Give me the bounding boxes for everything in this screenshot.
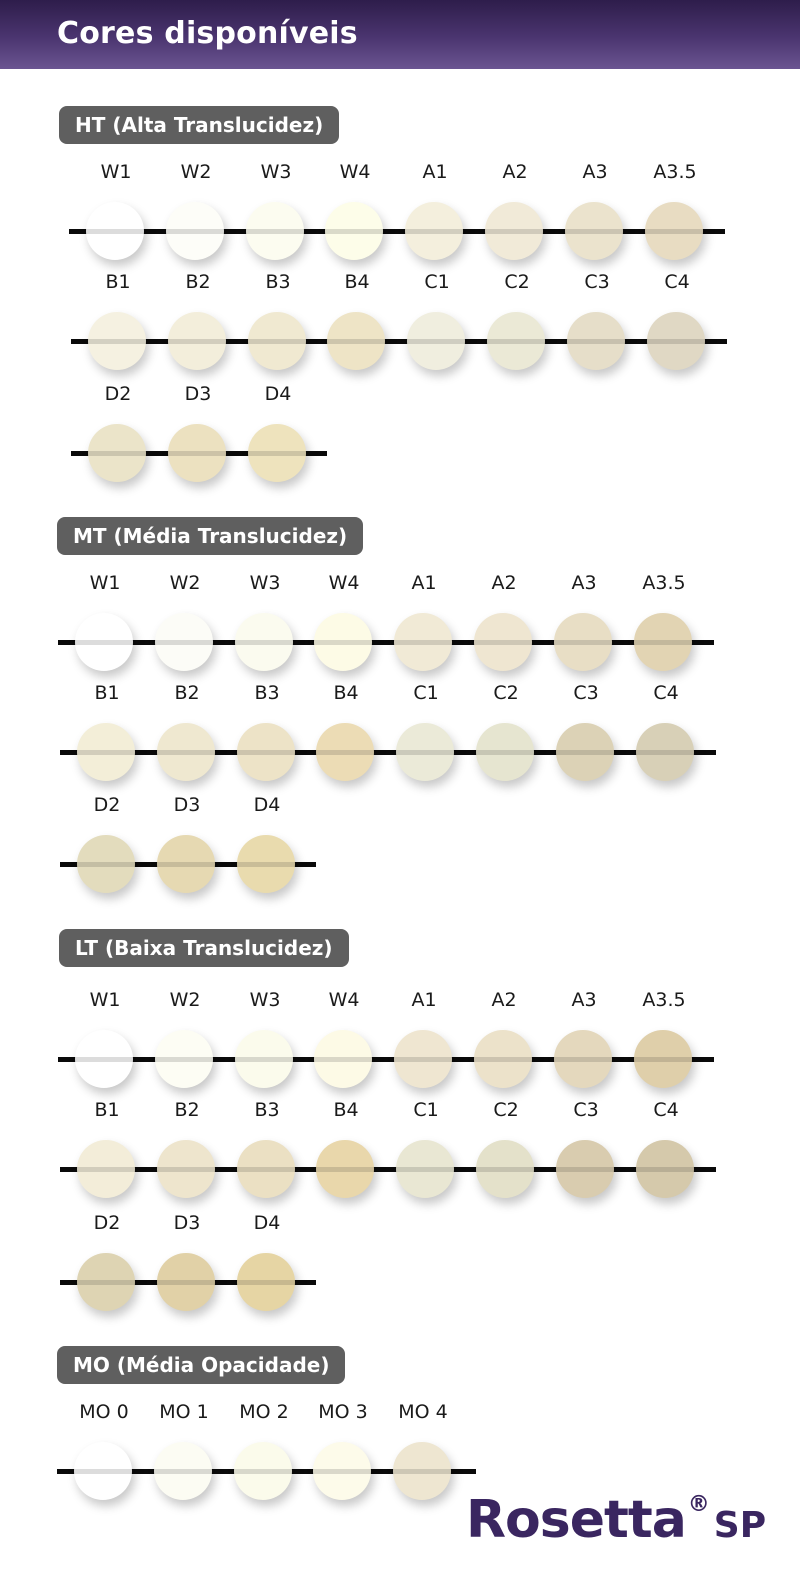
shade-item xyxy=(567,271,627,371)
shade-code: C2 xyxy=(493,1099,519,1121)
shade-row xyxy=(0,682,800,782)
shade-swatch xyxy=(246,202,304,260)
shade-item xyxy=(157,682,217,782)
shade-code: A1 xyxy=(422,161,448,183)
shade-item xyxy=(157,1212,217,1312)
shade-swatch xyxy=(237,1140,295,1198)
shade-code: MO 2 xyxy=(239,1401,289,1423)
shade-swatch xyxy=(86,202,144,260)
shade-swatch xyxy=(88,424,146,482)
shade-swatch xyxy=(237,723,295,781)
logo-suffix-text: SP xyxy=(713,1505,767,1546)
shade-code: A3.5 xyxy=(642,989,686,1011)
shade-item xyxy=(234,1401,294,1501)
shade-code: C3 xyxy=(573,1099,599,1121)
shade-swatch xyxy=(77,723,135,781)
shade-code: C2 xyxy=(504,271,530,293)
shade-item xyxy=(155,989,215,1089)
shade-item xyxy=(327,271,387,371)
shade-item xyxy=(237,1212,297,1312)
shade-swatch xyxy=(157,1253,215,1311)
shade-item xyxy=(168,383,228,483)
shade-code: W1 xyxy=(89,989,121,1011)
shade-code: MO 1 xyxy=(159,1401,209,1423)
shade-swatch xyxy=(565,202,623,260)
shade-swatch xyxy=(396,723,454,781)
shade-item xyxy=(394,572,454,672)
shade-swatch xyxy=(474,1030,532,1088)
shade-code: A2 xyxy=(491,989,517,1011)
shade-item xyxy=(88,271,148,371)
shade-swatch xyxy=(556,723,614,781)
shade-swatch xyxy=(474,613,532,671)
shade-item xyxy=(405,161,465,261)
shade-swatch xyxy=(155,613,213,671)
shade-swatch xyxy=(407,312,465,370)
shade-item xyxy=(476,682,536,782)
shade-swatch xyxy=(476,1140,534,1198)
shade-code: B4 xyxy=(333,682,359,704)
shade-code: W2 xyxy=(180,161,212,183)
shade-code: MO 3 xyxy=(318,1401,368,1423)
shade-item xyxy=(75,989,135,1089)
shade-item xyxy=(155,572,215,672)
shade-code: A1 xyxy=(411,989,437,1011)
shade-swatch xyxy=(567,312,625,370)
shade-swatch xyxy=(316,1140,374,1198)
shade-code: C4 xyxy=(653,1099,679,1121)
shade-item xyxy=(248,271,308,371)
shade-item xyxy=(235,989,295,1089)
shade-item xyxy=(316,682,376,782)
shade-row xyxy=(0,1401,800,1501)
shade-item xyxy=(235,572,295,672)
shade-code: B4 xyxy=(344,271,370,293)
shade-code: D2 xyxy=(93,1212,121,1234)
shade-code: C4 xyxy=(653,682,679,704)
shade-item xyxy=(316,1099,376,1199)
shade-swatch xyxy=(556,1140,614,1198)
shade-code: W1 xyxy=(89,572,121,594)
shade-item xyxy=(314,572,374,672)
shade-row xyxy=(0,989,800,1089)
shade-code: C3 xyxy=(573,682,599,704)
shade-item xyxy=(474,989,534,1089)
shade-swatch xyxy=(485,202,543,260)
shade-item xyxy=(554,572,614,672)
shade-swatch xyxy=(327,312,385,370)
shade-code: W2 xyxy=(169,572,201,594)
shade-item xyxy=(476,1099,536,1199)
shade-swatch xyxy=(168,424,226,482)
shade-swatch xyxy=(88,312,146,370)
shade-item xyxy=(77,682,137,782)
shade-item xyxy=(166,161,226,261)
shade-item xyxy=(86,161,146,261)
shade-code: W2 xyxy=(169,989,201,1011)
shade-item xyxy=(237,1099,297,1199)
shade-swatch xyxy=(313,1442,371,1500)
shade-swatch xyxy=(394,613,452,671)
shade-swatch xyxy=(77,1140,135,1198)
shade-item xyxy=(636,1099,696,1199)
shade-code: W3 xyxy=(249,572,281,594)
shade-swatch xyxy=(157,835,215,893)
shade-swatch xyxy=(77,1253,135,1311)
shade-item xyxy=(74,1401,134,1501)
shade-swatch xyxy=(554,1030,612,1088)
shade-code: D2 xyxy=(93,794,121,816)
shade-code: A3 xyxy=(571,989,597,1011)
shade-row xyxy=(0,572,800,672)
shade-code: B3 xyxy=(254,682,280,704)
shade-code: W3 xyxy=(260,161,292,183)
shade-item xyxy=(554,989,614,1089)
shade-code: W4 xyxy=(328,572,360,594)
shade-swatch xyxy=(75,613,133,671)
shade-code: A3.5 xyxy=(642,572,686,594)
shade-swatch xyxy=(237,835,295,893)
shade-code: B3 xyxy=(265,271,291,293)
shade-swatch xyxy=(316,723,374,781)
shade-swatch xyxy=(157,1140,215,1198)
shade-item xyxy=(157,794,217,894)
shade-code: D4 xyxy=(253,1212,281,1234)
shade-item xyxy=(75,572,135,672)
page-title: Cores disponíveis xyxy=(57,16,358,51)
shade-code: B1 xyxy=(105,271,131,293)
shade-code: C2 xyxy=(493,682,519,704)
shade-item xyxy=(325,161,385,261)
shade-code: W4 xyxy=(339,161,371,183)
shade-row xyxy=(0,383,800,483)
shade-code: B4 xyxy=(333,1099,359,1121)
shade-item xyxy=(157,1099,217,1199)
shade-swatch xyxy=(394,1030,452,1088)
shade-swatch xyxy=(314,1030,372,1088)
shade-code: MO 4 xyxy=(398,1401,448,1423)
shade-item xyxy=(313,1401,373,1501)
shade-row xyxy=(0,161,800,261)
shade-item xyxy=(396,682,456,782)
shade-row xyxy=(0,1099,800,1199)
section-label: MO (Média Opacidade) xyxy=(57,1346,345,1384)
rosetta-sp-logo xyxy=(466,1488,766,1558)
shade-item xyxy=(393,1401,453,1501)
shade-item xyxy=(237,794,297,894)
shade-swatch xyxy=(405,202,463,260)
shade-code: B2 xyxy=(174,682,200,704)
shade-code: C1 xyxy=(413,1099,439,1121)
shade-swatch xyxy=(74,1442,132,1500)
shade-code: B1 xyxy=(94,682,120,704)
shade-code: W3 xyxy=(249,989,281,1011)
shade-row xyxy=(0,271,800,371)
shade-code: MO 0 xyxy=(79,1401,129,1423)
shade-item xyxy=(634,989,694,1089)
section-label: HT (Alta Translucidez) xyxy=(59,106,339,144)
shade-code: W1 xyxy=(100,161,132,183)
section-label: LT (Baixa Translucidez) xyxy=(59,929,349,967)
shade-code: B2 xyxy=(174,1099,200,1121)
shade-item xyxy=(556,1099,616,1199)
shade-code: A1 xyxy=(411,572,437,594)
shade-swatch xyxy=(476,723,534,781)
shade-item xyxy=(636,682,696,782)
shade-item xyxy=(396,1099,456,1199)
shade-item xyxy=(77,794,137,894)
shade-swatch xyxy=(166,202,224,260)
shade-swatch xyxy=(248,424,306,482)
shade-code: B1 xyxy=(94,1099,120,1121)
shade-swatch xyxy=(168,312,226,370)
shade-swatch xyxy=(237,1253,295,1311)
shade-swatch xyxy=(248,312,306,370)
header-banner xyxy=(0,0,800,69)
shade-item xyxy=(154,1401,214,1501)
shade-swatch xyxy=(645,202,703,260)
shade-swatch xyxy=(554,613,612,671)
shade-code: A3 xyxy=(582,161,608,183)
registered-mark: ® xyxy=(687,1492,710,1517)
shade-item xyxy=(645,161,705,261)
shade-code: A3.5 xyxy=(653,161,697,183)
shade-item xyxy=(565,161,625,261)
shade-swatch xyxy=(75,1030,133,1088)
shade-code: A2 xyxy=(491,572,517,594)
shade-item xyxy=(487,271,547,371)
shade-code: C3 xyxy=(584,271,610,293)
shade-swatch xyxy=(154,1442,212,1500)
shade-swatch xyxy=(325,202,383,260)
shade-item xyxy=(634,572,694,672)
shade-swatch xyxy=(636,723,694,781)
shade-item xyxy=(314,989,374,1089)
shade-code: B3 xyxy=(254,1099,280,1121)
shade-code: C1 xyxy=(413,682,439,704)
shade-swatch xyxy=(77,835,135,893)
shade-item xyxy=(246,161,306,261)
shade-swatch xyxy=(157,723,215,781)
shade-row xyxy=(0,794,800,894)
shade-swatch xyxy=(235,613,293,671)
shade-swatch xyxy=(155,1030,213,1088)
shade-item xyxy=(77,1099,137,1199)
shade-code: W4 xyxy=(328,989,360,1011)
shade-code: D3 xyxy=(184,383,212,405)
shade-item xyxy=(394,989,454,1089)
shade-swatch xyxy=(487,312,545,370)
shade-item xyxy=(647,271,707,371)
shade-code: A3 xyxy=(571,572,597,594)
shade-item xyxy=(88,383,148,483)
shade-item xyxy=(248,383,308,483)
shade-code: C1 xyxy=(424,271,450,293)
shade-code: D2 xyxy=(104,383,132,405)
shade-code: B2 xyxy=(185,271,211,293)
shade-swatch xyxy=(234,1442,292,1500)
shade-swatch xyxy=(636,1140,694,1198)
shade-swatch xyxy=(393,1442,451,1500)
shade-item xyxy=(407,271,467,371)
shade-code: C4 xyxy=(664,271,690,293)
logo-brand-text: Rosetta xyxy=(466,1490,686,1550)
shade-swatch xyxy=(647,312,705,370)
shade-item xyxy=(474,572,534,672)
shade-swatch xyxy=(396,1140,454,1198)
section-label: MT (Média Translucidez) xyxy=(57,517,363,555)
shade-code: D4 xyxy=(253,794,281,816)
shade-code: D3 xyxy=(173,1212,201,1234)
shade-code: D3 xyxy=(173,794,201,816)
shade-item xyxy=(77,1212,137,1312)
shade-code: A2 xyxy=(502,161,528,183)
shade-row xyxy=(0,1212,800,1312)
shade-swatch xyxy=(314,613,372,671)
shade-item xyxy=(237,682,297,782)
shade-swatch xyxy=(634,613,692,671)
shade-code: D4 xyxy=(264,383,292,405)
shade-swatch xyxy=(634,1030,692,1088)
shade-item xyxy=(168,271,228,371)
shade-item xyxy=(556,682,616,782)
shade-swatch xyxy=(235,1030,293,1088)
shade-item xyxy=(485,161,545,261)
